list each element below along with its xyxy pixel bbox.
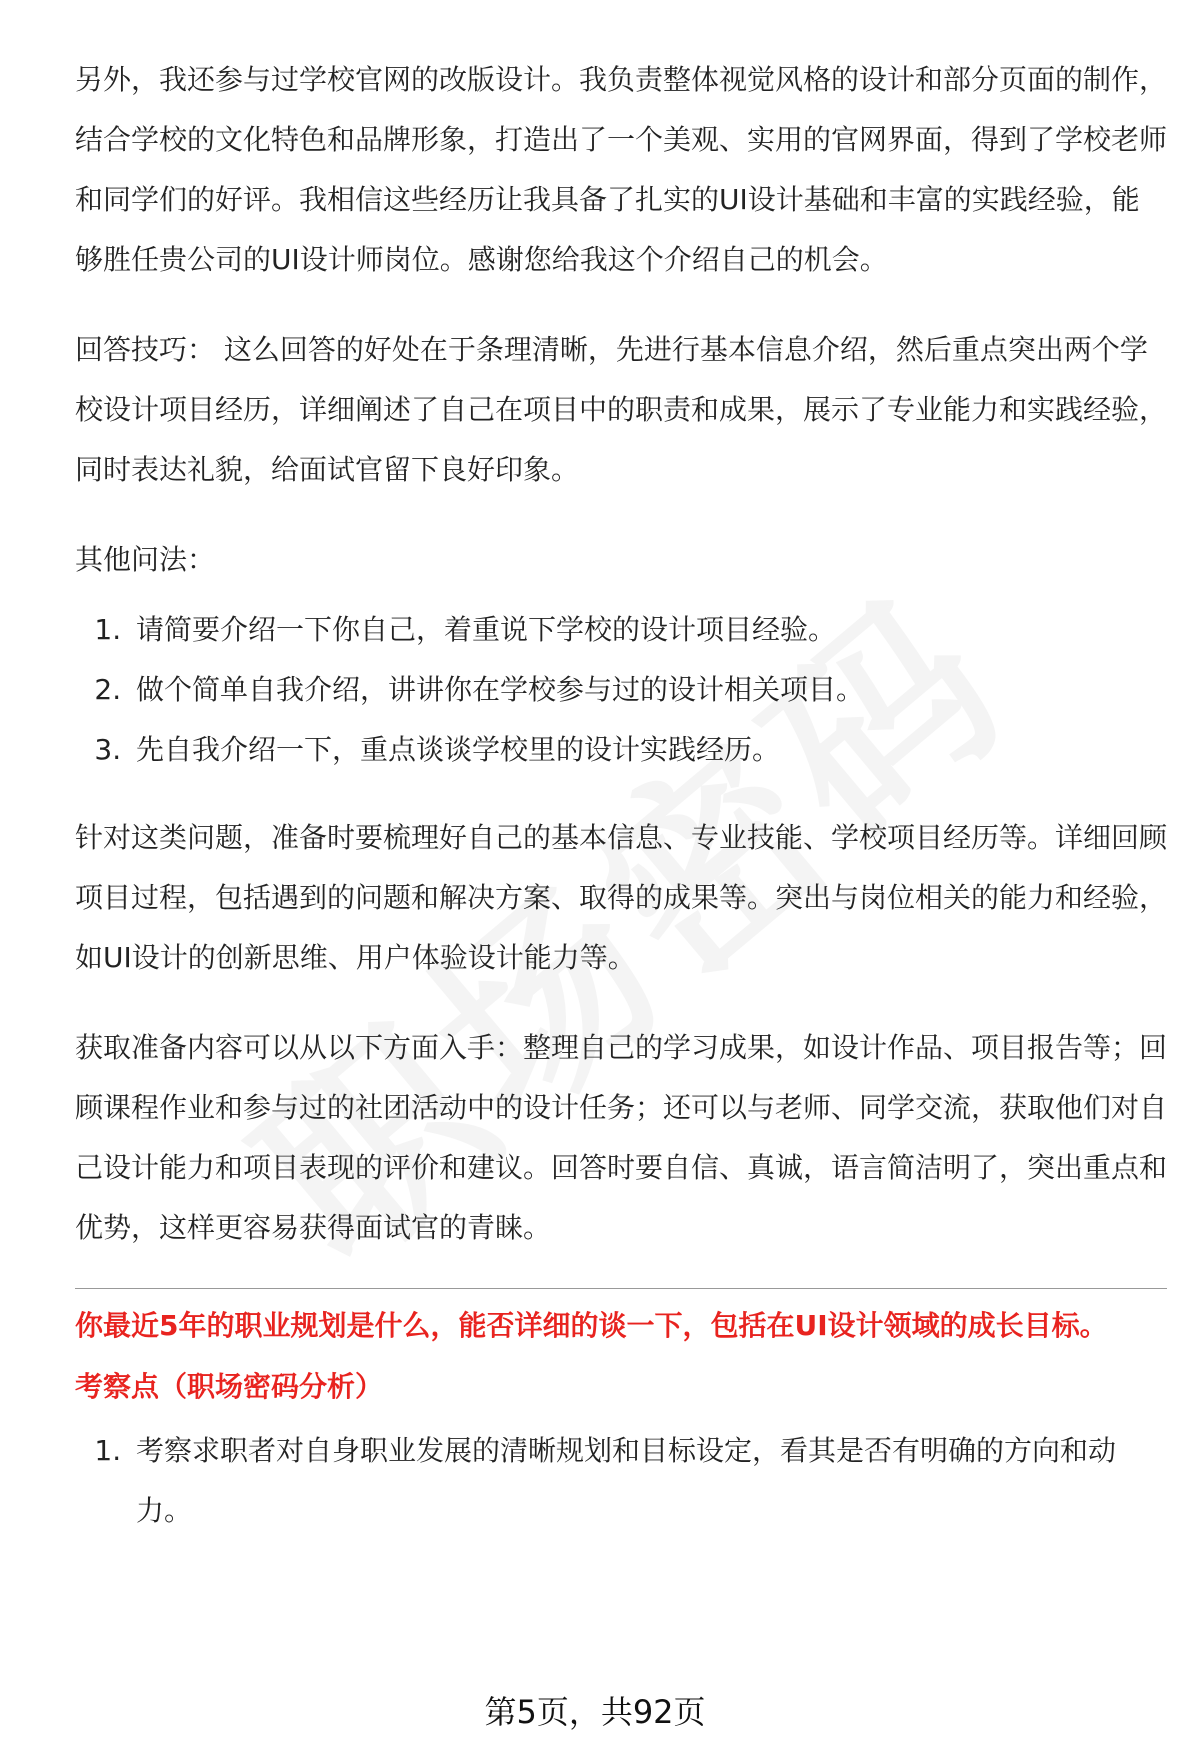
paragraph-preparation: 针对这类问题，准备时要梳理好自己的基本信息、专业技能、学校项目经历等。详细回顾项目过程，包括遇到的问题和解决方案、取得的成果等。突出与岗位相关的能力和经验，如UI设计的创新思维、用户体验设计能力等。 — [75, 821, 1168, 974]
assessment-label: 考察点（职场密码分析） — [75, 1370, 384, 1403]
section-divider — [75, 1288, 1167, 1289]
page-number-footer: 第5页，共92页 — [484, 1693, 706, 1731]
list-item: 3. 先自我介绍一下，重点谈谈学校里的设计实践经历。 — [130, 720, 1167, 780]
question-title: 你最近5年的职业规划是什么，能否详细的谈一下，包括在UI设计领域的成长目标。 — [75, 1309, 1108, 1342]
paragraph-sources: 获取准备内容可以从以下方面入手：整理自己的学习成果，如设计作品、项目报告等；回顾课程作业和参与过的社团活动中的设计任务；还可以与老师、同学交流，获取他们对自己设计能力和项目表现的评价和建议。回答时要自信、真诚，语言简洁明了，突出重点和优势，这样更容易获得面试官的青睐。 — [75, 1031, 1168, 1244]
list-item: 1. 请简要介绍一下你自己，着重说下学校的设计项目经验。 — [130, 600, 1167, 660]
paragraph-other-questions-heading: 其他问法： — [75, 543, 216, 576]
paragraph-answer-tips: 回答技巧： 这么回答的好处在于条理清晰，先进行基本信息介绍，然后重点突出两个学校设计项目经历，详细阐述了自己在项目中的职责和成果，展示了专业能力和实践经验，同时表达礼貌，给面试官留下良好印象。 — [75, 333, 1168, 486]
list-item: 2. 做个简单自我介绍，讲讲你在学校参与过的设计相关项目。 — [130, 660, 1167, 720]
list-item: 1. 考察求职者对自身职业发展的清晰规划和目标设定，看其是否有明确的方向和动力。 — [130, 1421, 1167, 1541]
assessment-points-list — [75, 1421, 1167, 1541]
page-content — [75, 50, 1167, 1569]
paragraph-experience: 另外，我还参与过学校官网的改版设计。我负责整体视觉风格的设计和部分页面的制作，结合学校的文化特色和品牌形象，打造出了一个美观、实用的官网界面，得到了学校老师和同学们的好评。我相信这些经历让我具备了扎实的UI设计基础和丰富的实践经验，能够胜任贵公司的UI设计师岗位。感谢您给我这个介绍自己的机会。 — [75, 63, 1168, 276]
other-questions-list — [75, 600, 1167, 780]
